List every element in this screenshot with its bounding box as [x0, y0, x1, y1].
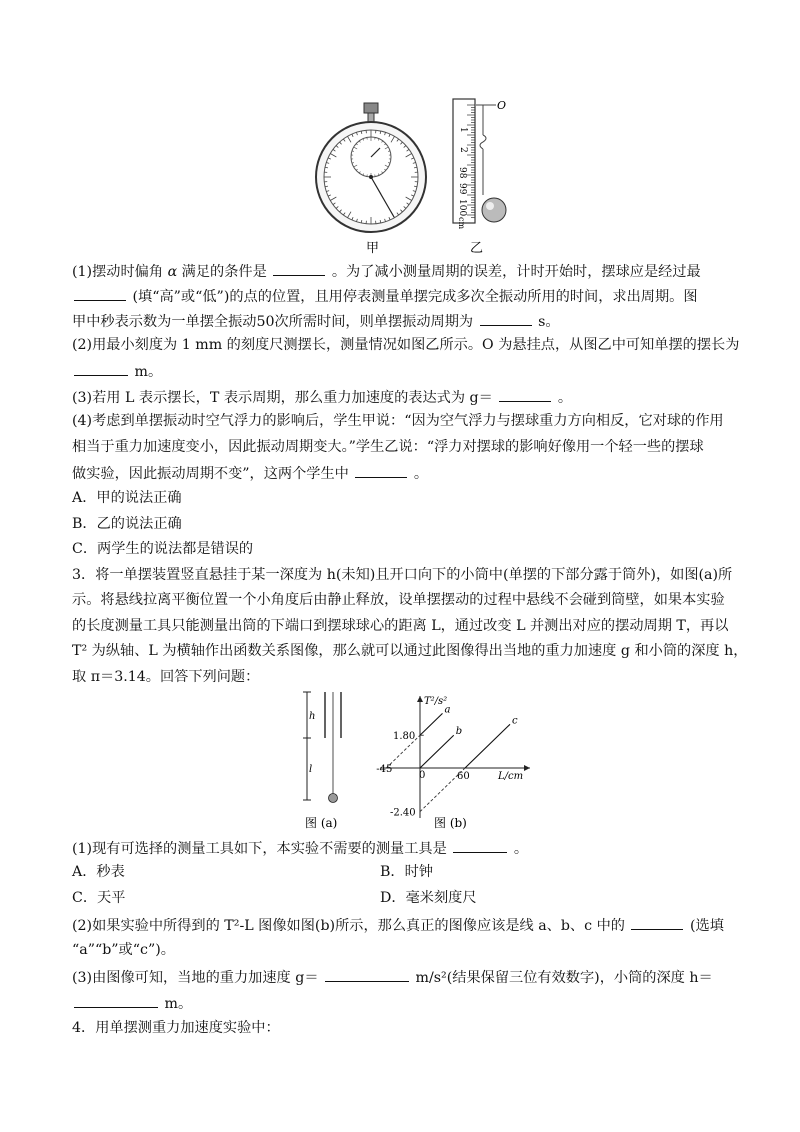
p3q2-text-a: (2)如果实验中所得到的 T²-L 图像如图(b)所示，那么真正的图像应该是线 a、b、c 中的	[72, 918, 625, 934]
series-line-a	[420, 713, 443, 735]
fig-a-label-l: l	[309, 764, 313, 775]
alpha-symbol: α	[167, 264, 178, 280]
q2-blank-length[interactable]	[74, 361, 128, 376]
q4-line3	[72, 463, 428, 483]
q1-blank-period[interactable]	[480, 311, 532, 326]
ruler-label-o: O	[497, 99, 507, 112]
q2-line2	[72, 361, 162, 381]
q4-option-c[interactable]: C．两学生的说法都是错误的	[72, 541, 254, 557]
p3q3-text-a: (3)由图像可知，当地的重力加速度 g＝	[72, 970, 319, 986]
q4-text-a: 做实验，因此振动周期不变”，这两个学生中	[72, 466, 349, 482]
q3-text-a: (3)若用 L 表示摆长，T 表示周期，那么重力加速度的表达式为 g＝	[72, 390, 493, 406]
p3q1-option-c[interactable]: C．天平	[72, 890, 126, 906]
p3q2-text-b: (选填	[690, 918, 724, 934]
fig-a-caption: 图 (a)	[305, 816, 338, 830]
q1-line3	[72, 311, 560, 331]
q1-text-c: 。为了减小测量周期的误差，计时开始时，摆球应是经过最	[331, 264, 701, 280]
p3q1-option-d[interactable]: D．毫米刻度尺	[380, 890, 477, 906]
p3q3-line1	[72, 967, 713, 987]
q4-option-b[interactable]: B．乙的说法正确	[72, 516, 182, 532]
q4-option-a[interactable]: A．甲的说法正确	[72, 490, 182, 506]
ruler-label-100: 100	[457, 199, 467, 217]
q4-text-b: 。	[413, 466, 429, 482]
p3q3-blank-h[interactable]	[74, 993, 158, 1008]
y-tick-label-neg-2-40: -2.40	[390, 807, 416, 819]
y-tick-label-1-80: 1.80	[393, 731, 416, 743]
q3-blank-expression[interactable]	[499, 387, 551, 402]
series-line-c	[465, 724, 510, 768]
figure-stopwatch-ruler	[310, 95, 530, 255]
q4-line2: 相当于重力加速度变小，因此振动周期变大。”学生乙说：“浮力对摆球的影响好像用一个轻一些的摆球	[72, 439, 704, 455]
ruler-label-99: 99	[457, 183, 467, 195]
x-tick-label-60: 60	[457, 771, 470, 782]
p3q3-line2	[72, 993, 192, 1013]
q1-line1	[72, 261, 701, 281]
p3-line2: 示。将悬线拉离平衡位置一个小角度后由静止释放，设单摆摆动的过程中悬线不会碰到筒壁，如果本实验	[72, 592, 725, 608]
p4-line1: 4．用单摆测重力加速度实验中：	[72, 1020, 280, 1036]
series-label-b: b	[455, 726, 463, 738]
stopwatch-icon	[316, 103, 426, 232]
x-axis-label: L/cm	[498, 771, 524, 782]
ruler-label-1: 1	[458, 127, 468, 133]
series-label-c: c	[512, 715, 518, 727]
q1-text-f: s。	[538, 314, 560, 330]
p3q1-line1	[72, 838, 528, 858]
p3-line5: 取 π＝3.14。回答下列问题：	[72, 669, 260, 685]
fig-a-label-h: h	[309, 711, 316, 722]
q4-line1: (4)考虑到单摆振动时空气浮力的影响后，学生甲说：“因为空气浮力与摆球重力方向相反，它对球的作用	[72, 413, 724, 429]
q2-line1: (2)用最小刻度为 1 mm 的刻度尺测摆长，测量情况如图乙所示。O 为悬挂点，从图乙中可知单摆的摆长为	[72, 337, 740, 353]
ruler-label-98: 98	[457, 167, 467, 179]
origin-label: 0	[419, 770, 426, 781]
q1-text-e: 甲中秒表示数为一单摆全振动50次所需时间，则单摆振动周期为	[72, 314, 474, 330]
ruler-label-cm: cm	[457, 217, 466, 230]
q1-text-a: (1)摆动时偏角	[72, 264, 164, 280]
q1-blank-condition[interactable]	[273, 261, 325, 276]
y-axis-label: T²/s²	[424, 696, 448, 707]
q1-line2	[72, 286, 698, 306]
ruler-label-2: 2	[458, 147, 468, 153]
p3-line4: T² 为纵轴、L 为横轴作出函数关系图像，那么就可以通过此图像得出当地的重力加速度 g 和小筒的深度 h，	[72, 643, 748, 659]
ruler-icon	[453, 99, 506, 229]
figure1-caption-left: 甲	[366, 241, 380, 255]
figure-b-chart	[372, 690, 542, 835]
p3q1-text-b: 。	[513, 841, 529, 857]
q1-text-d: (填“高”或“低”)的点的位置，且用停表测量单摆完成多次全振动所用的时间，求出周期。图	[132, 289, 698, 305]
p3q1-text-a: (1)现有可选择的测量工具如下，本实验不需要的测量工具是	[72, 841, 447, 857]
q4-blank-answer[interactable]	[355, 463, 407, 478]
p3q1-blank[interactable]	[453, 838, 507, 853]
p3q1-option-a[interactable]: A．秒表	[72, 864, 125, 880]
q3-text-b: 。	[557, 390, 573, 406]
q1-blank-position[interactable]	[74, 286, 126, 301]
p3-line3: 的长度测量工具只能测量出筒的下端口到摆球球心的距离 L，通过改变 L 并测出对应的摆动周期 T，再以	[72, 618, 729, 634]
figure1-caption-right: 乙	[470, 241, 484, 255]
p3q2-blank[interactable]	[631, 915, 683, 930]
p3q3-text-unit: m。	[164, 996, 193, 1012]
series-label-a: a	[444, 704, 451, 716]
p3-line1: 3．将一单摆装置竖直悬挂于某一深度为 h(未知)且开口向下的小筒中(单摆的下部分露于筒外)，如图(a)所	[72, 567, 733, 583]
x-axis-arrow	[524, 765, 530, 771]
figure-a-tube-pendulum	[285, 690, 375, 835]
p3q3-blank-g[interactable]	[325, 967, 409, 982]
p3q2-line2: “a”“b”或“c”)。	[72, 942, 175, 958]
p3q1-option-b[interactable]: B．时钟	[380, 864, 433, 880]
q2-text-unit: m。	[134, 364, 163, 380]
q1-text-b: 满足的条件是	[181, 264, 267, 280]
p3q3-text-b: m/s²(结果保留三位有效数字)，小筒的深度 h＝	[415, 970, 713, 986]
fig-b-caption: 图 (b)	[434, 816, 467, 830]
y-axis-arrow	[417, 696, 423, 702]
x-tick-label-neg-45: -45	[376, 764, 393, 775]
series-line-b	[420, 735, 454, 768]
p3q2-line1	[72, 915, 724, 935]
q3-line1	[72, 387, 572, 407]
